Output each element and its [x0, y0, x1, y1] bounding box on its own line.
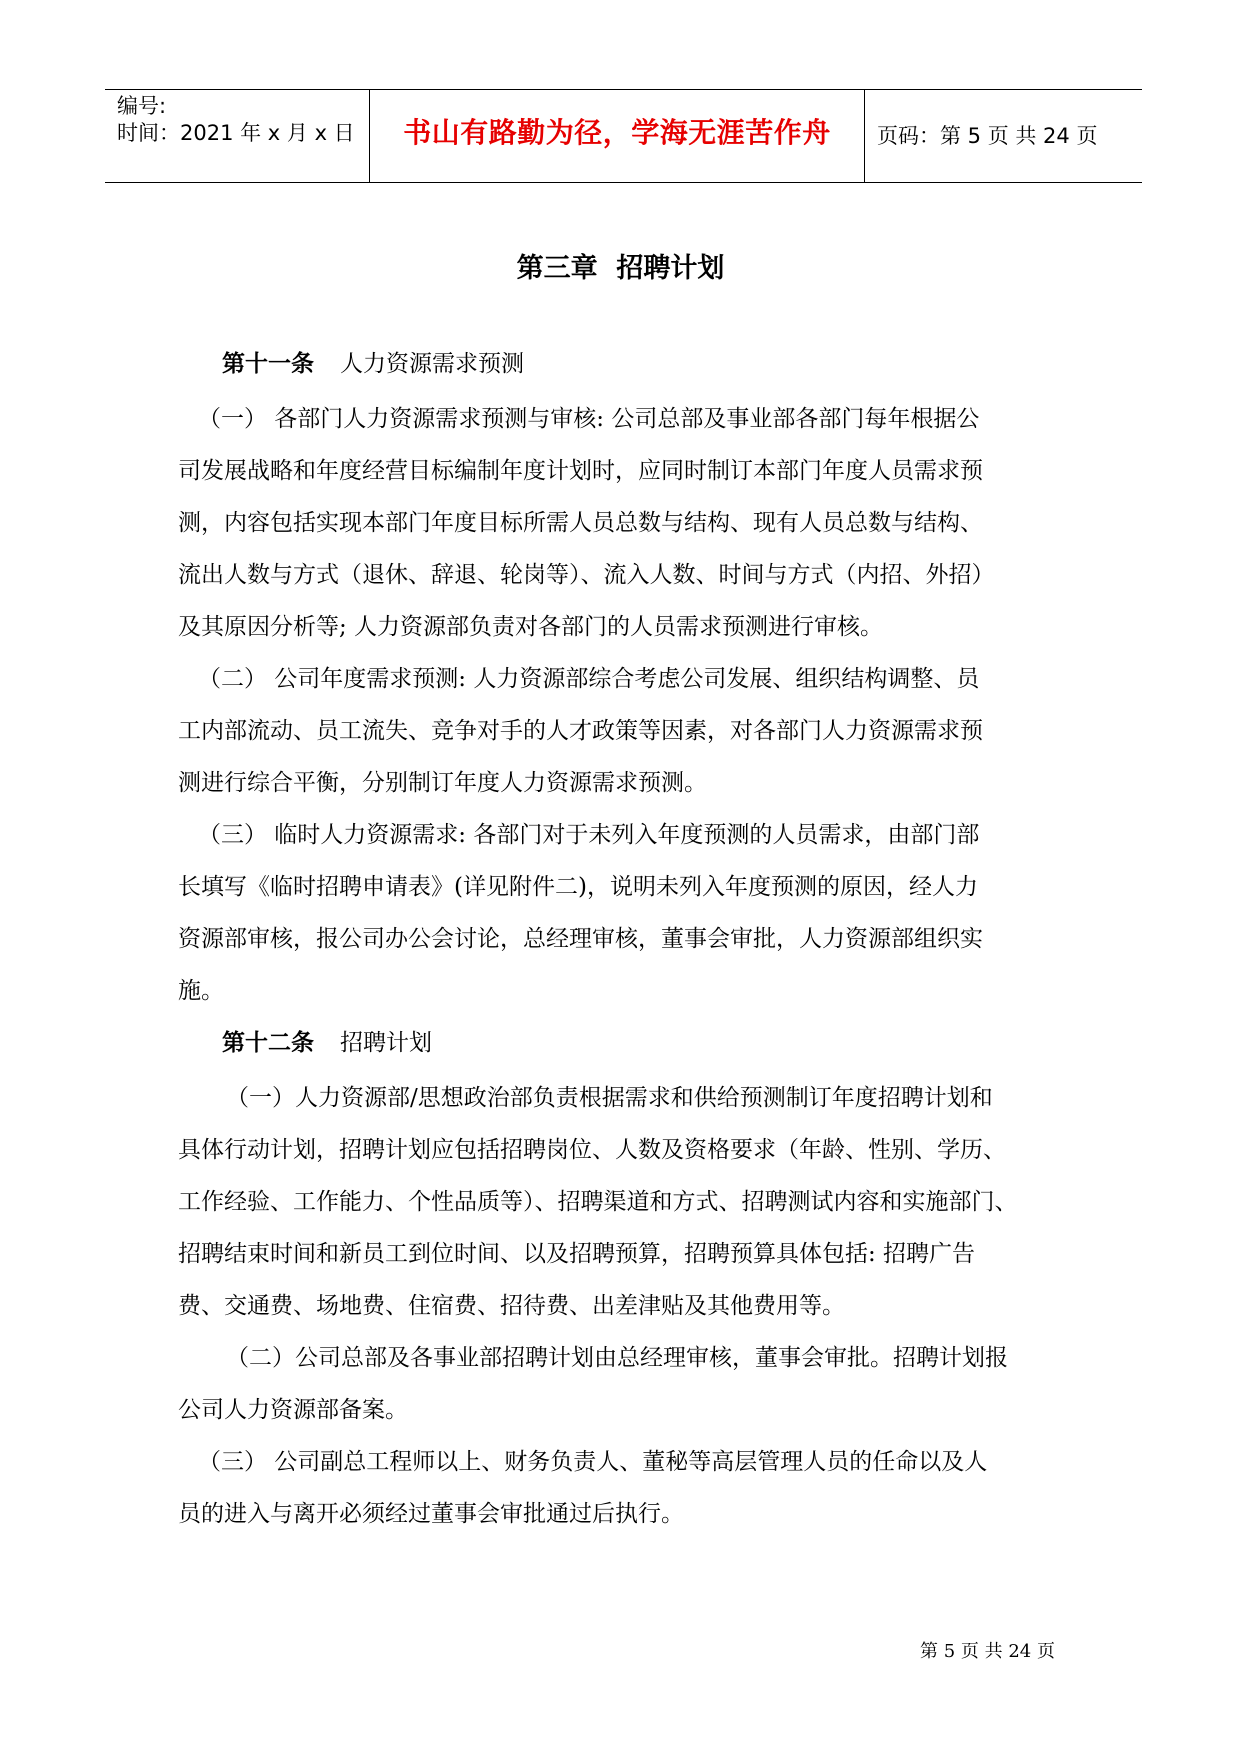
paragraph-line: 费、交通费、场地费、住宿费、招待费、出差津贴及其他费用等。 — [178, 1293, 845, 1319]
header-motto: 书山有路勤为径，学海无涯苦作舟 — [403, 116, 831, 149]
paragraph-line: （一）人力资源部/思想政治部负责根据需求和供给预测制订年度招聘计划和 — [226, 1085, 993, 1111]
paragraph-line: （三） 公司副总工程师以上、财务负责人、董秘等高层管理人员的任命以及人 — [198, 1449, 988, 1475]
document-header — [105, 89, 1142, 183]
paragraph-line: （二） 公司年度需求预测: 人力资源部综合考虑公司发展、组织结构调整、员 — [198, 666, 980, 692]
paragraph-line: 测进行综合平衡，分别制订年度人力资源需求预测。 — [178, 770, 707, 796]
article-11-number: 第十一条 — [222, 351, 314, 377]
article-12-name: 招聘计划 — [340, 1030, 432, 1056]
paragraph-line: 资源部审核，报公司办公会讨论，总经理审核，董事会审批，人力资源部组织实 — [178, 926, 983, 952]
paragraph-line: 工内部流动、员工流失、竞争对手的人才政策等因素，对各部门人力资源需求预 — [178, 718, 983, 744]
paragraph-line: 施。 — [178, 978, 224, 1004]
chapter-title: 第三章 招聘计划 — [516, 253, 725, 284]
paragraph-line: （二）公司总部及各事业部招聘计划由总经理审核，董事会审批。招聘计划报 — [226, 1345, 1008, 1371]
paragraph-line: 司发展战略和年度经营目标编制年度计划时，应同时制订本部门年度人员需求预 — [178, 458, 983, 484]
paragraph-line: 长填写《临时招聘申请表》(详见附件二)，说明未列入年度预测的原因，经人力 — [178, 874, 978, 900]
paragraph-line: 招聘结束时间和新员工到位时间、以及招聘预算，招聘预算具体包括: 招聘广告 — [178, 1241, 976, 1267]
paragraph-line: 测，内容包括实现本部门年度目标所需人员总数与结构、现有人员总数与结构、 — [178, 510, 983, 536]
header-page-label: 页码：第 5 页 共 24 页 — [877, 124, 1098, 148]
paragraph-line: 具体行动计划，招聘计划应包括招聘岗位、人数及资格要求（年龄、性别、学历、 — [178, 1137, 1006, 1163]
paragraph-line: （三） 临时人力资源需求: 各部门对于未列入年度预测的人员需求，由部门部 — [198, 822, 980, 848]
article-11-heading — [222, 353, 524, 376]
paragraph-line: （一） 各部门人力资源需求预测与审核: 公司总部及事业部各部门每年根据公 — [198, 406, 980, 432]
paragraph-line: 流出人数与方式（退休、辞退、轮岗等）、流入人数、时间与方式（内招、外招） — [178, 562, 995, 588]
header-left-cell — [105, 90, 369, 182]
paragraph-line: 员的进入与离开必须经过董事会审批通过后执行。 — [178, 1501, 684, 1527]
paragraph-line: 公司人力资源部备案。 — [178, 1397, 408, 1423]
document-number-label: 编号: — [117, 94, 167, 118]
article-12-number: 第十二条 — [222, 1030, 314, 1056]
paragraph-line: 及其原因分析等; 人力资源部负责对各部门的人员需求预测进行审核。 — [178, 614, 884, 640]
header-right-cell — [865, 90, 1142, 182]
article-11-name: 人力资源需求预测 — [340, 351, 524, 377]
article-12-heading — [222, 1032, 432, 1055]
paragraph-line: 工作经验、工作能力、个性品质等）、招聘渠道和方式、招聘测试内容和实施部门、 — [178, 1189, 1018, 1215]
document-time-label: 时间：2021 年 x 月 x 日 — [117, 121, 355, 145]
footer-page-number: 第 5 页 共 24 页 — [920, 1641, 1055, 1662]
header-motto-cell — [369, 90, 865, 182]
